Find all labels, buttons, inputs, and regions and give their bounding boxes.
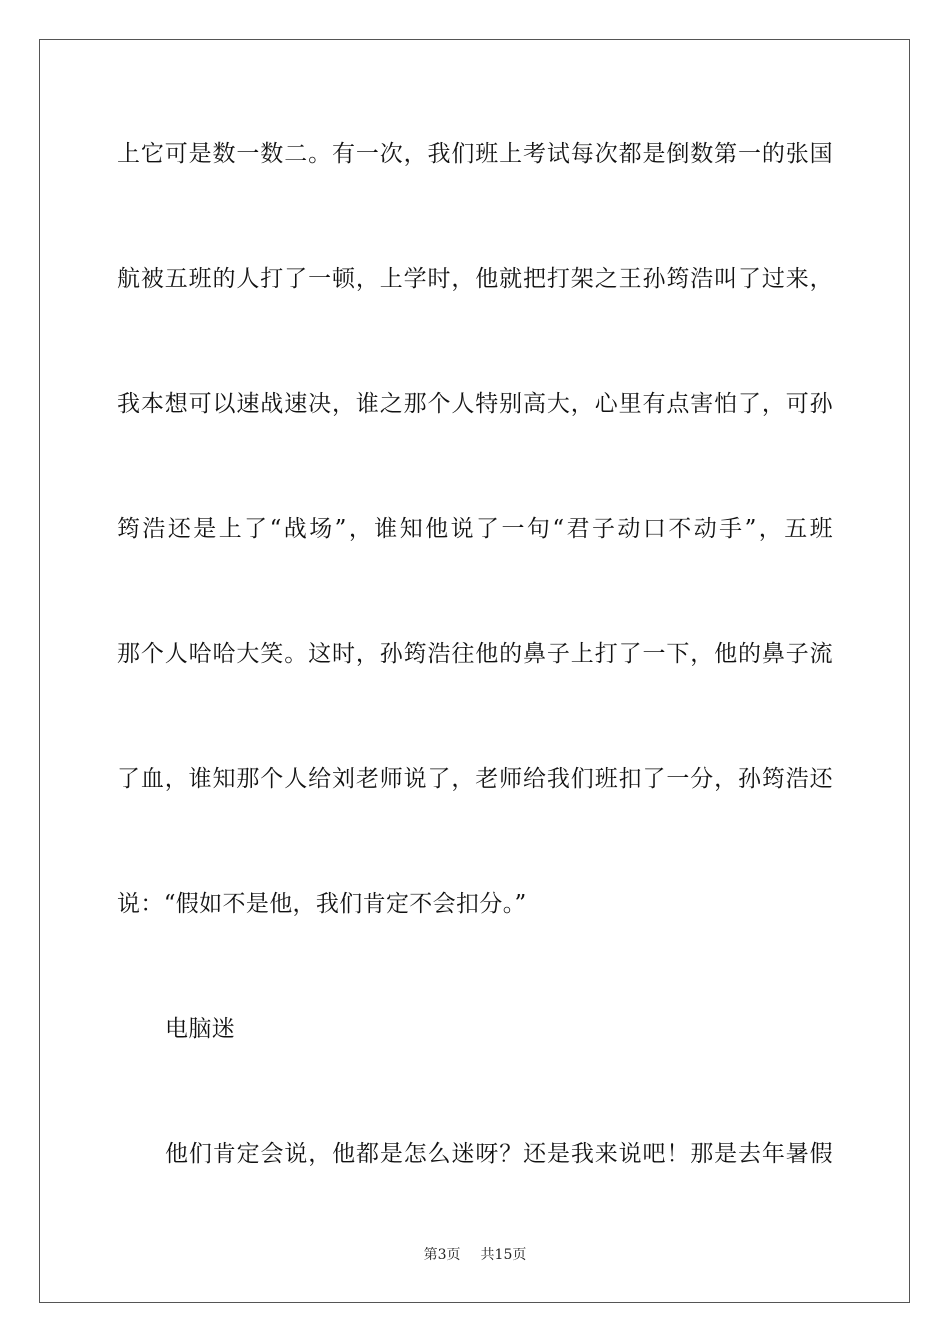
text-line-3: 我本想可以速战速决，谁之那个人特别高大，心里有点害怕了，可孙 [117,391,833,417]
section-heading: 电脑迷 [165,1016,236,1042]
text-line-1: 上它可是数一数二。有一次，我们班上考试每次都是倒数第一的张国 [117,141,833,167]
text-line-7: 说：“假如不是他，我们肯定不会扣分。” [117,891,527,917]
text-line-2: 航被五班的人打了一顿，上学时，他就把打架之王孙筠浩叫了过来， [117,266,833,292]
page-footer [0,1245,950,1265]
text-line-6: 了血，谁知那个人给刘老师说了，老师给我们班扣了一分，孙筠浩还 [117,766,833,792]
text-line-4: 筠浩还是上了“战场”，谁知他说了一句“君子动口不动手”，五班 [117,516,833,542]
text-line-5: 那个人哈哈大笑。这时，孙筠浩往他的鼻子上打了一下，他的鼻子流 [117,641,833,667]
page-border [39,39,910,1303]
paragraph-line: 他们肯定会说，他都是怎么迷呀？还是我来说吧！那是去年暑假 [165,1141,833,1167]
total-pages: 共15页 [480,1247,527,1263]
page-number: 第3页 [423,1247,461,1263]
